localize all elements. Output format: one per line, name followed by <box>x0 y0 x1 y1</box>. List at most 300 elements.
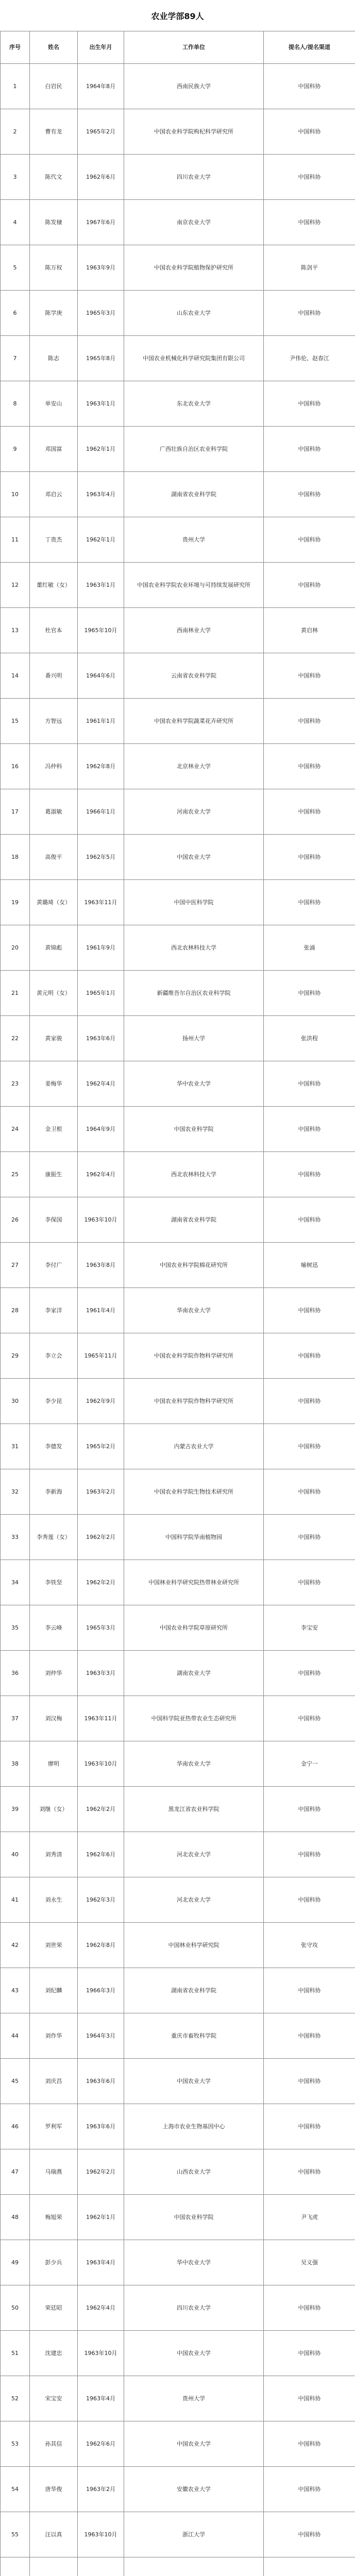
table-row <box>1 200 355 245</box>
cell-nominator: 尹飞虎 <box>264 2195 355 2240</box>
table-row <box>1 517 355 563</box>
cell-work-unit: 中国农业科学院农业环境与可持续发展研究所 <box>124 563 264 608</box>
cell-nominator: 喻树迅 <box>264 1243 355 1288</box>
cell-nominator: 中国科协 <box>264 2013 355 2059</box>
table-row <box>1 1605 355 1651</box>
cell-name: 黄元明（女） <box>30 971 78 1016</box>
cell-nominator: 黄启林 <box>264 608 355 653</box>
cell-name: 刘永生 <box>30 1877 78 1923</box>
cell-name: 李少昆 <box>30 1379 78 1424</box>
cell-birth-date: 1962年2月 <box>78 1560 124 1605</box>
cell-name: 罗利军 <box>30 2104 78 2149</box>
header-birth-date: 出生年月 <box>78 31 124 64</box>
cell-number: 47 <box>1 2149 30 2195</box>
cell-work-unit: 河北农业大学 <box>124 1832 264 1877</box>
cell-birth-date: 1965年1月 <box>78 971 124 1016</box>
table-row <box>1 1741 355 1787</box>
cell-name: 刘作华 <box>30 2013 78 2059</box>
cell-number: 31 <box>1 1424 30 1469</box>
cell-name: 汪以真 <box>30 2512 78 2557</box>
cell-birth-date: 1961年9月 <box>78 925 124 971</box>
cell-number: 29 <box>1 1333 30 1379</box>
table-row <box>1 472 355 517</box>
cell-nominator: 中国科协 <box>264 1197 355 1243</box>
cell-work-unit: 中国农业科学院 <box>124 1107 264 1152</box>
table-row <box>1 2512 355 2557</box>
cell-birth-date: 1964年9月 <box>78 1107 124 1152</box>
cell-birth-date: 1965年3月 <box>78 1605 124 1651</box>
cell-work-unit: 中国农业大学 <box>124 2331 264 2376</box>
cell-nominator: 尹伟伦、赵春江 <box>264 336 355 381</box>
table-row <box>1 1379 355 1424</box>
cell-nominator: 中国科协 <box>264 971 355 1016</box>
cell-name: 方智远 <box>30 699 78 744</box>
cell-name: 曹有龙 <box>30 109 78 155</box>
cell-birth-date: 1963年2月 <box>78 2467 124 2512</box>
table-row <box>1 2557 355 2576</box>
table-row <box>1 64 355 109</box>
header-name: 姓名 <box>30 31 78 64</box>
cell-work-unit: 中国林业科学研究院热带林业研究所 <box>124 1560 264 1605</box>
cell-nominator: 中国科协 <box>264 1107 355 1152</box>
cell-number: 32 <box>1 1469 30 1515</box>
cell-number <box>1 2557 30 2576</box>
cell-work-unit: 华南农业大学 <box>124 1288 264 1333</box>
table-row <box>1 1560 355 1605</box>
cell-name: 杜官本 <box>30 608 78 653</box>
table-row <box>1 109 355 155</box>
cell-name: 彭少兵 <box>30 2240 78 2285</box>
cell-number: 43 <box>1 1968 30 2013</box>
cell-name: 刘纪麟 <box>30 1968 78 2013</box>
cell-nominator: 中国科协 <box>264 789 355 835</box>
cell-nominator <box>264 2557 355 2576</box>
table-row <box>1 880 355 925</box>
cell-number: 3 <box>1 155 30 200</box>
cell-nominator: 中国科协 <box>264 1877 355 1923</box>
cell-birth-date: 1965年2月 <box>78 1424 124 1469</box>
cell-birth-date: 1962年3月 <box>78 1877 124 1923</box>
cell-nominator: 中国科协 <box>264 155 355 200</box>
cell-number: 35 <box>1 1605 30 1651</box>
cell-name: 唐华俊 <box>30 2467 78 2512</box>
cell-work-unit: 中国农业科学院植物保护研究所 <box>124 245 264 291</box>
table-header-row <box>1 31 355 64</box>
cell-nominator: 中国科协 <box>264 1288 355 1333</box>
cell-nominator: 金宁一 <box>264 1741 355 1787</box>
cell-name: 刘继（女） <box>30 1787 78 1832</box>
cell-name: 刘秀清 <box>30 1832 78 1877</box>
cell-birth-date: 1963年1月 <box>78 563 124 608</box>
cell-birth-date: 1962年1月 <box>78 517 124 563</box>
cell-name: 陈代文 <box>30 155 78 200</box>
cell-work-unit: 上海市农业生物基因中心 <box>124 2104 264 2149</box>
cell-name: 李付广 <box>30 1243 78 1288</box>
cell-birth-date: 1963年1月 <box>78 381 124 427</box>
cell-nominator: 中国科协 <box>264 200 355 245</box>
table-row <box>1 2195 355 2240</box>
header-work-unit: 工作单位 <box>124 31 264 64</box>
cell-number: 24 <box>1 1107 30 1152</box>
cell-number: 40 <box>1 1832 30 1877</box>
cell-nominator: 中国科协 <box>264 2512 355 2557</box>
cell-name: 李家洋 <box>30 1288 78 1333</box>
cell-birth-date: 1963年3月 <box>78 1651 124 1696</box>
cell-work-unit: 北京林业大学 <box>124 744 264 789</box>
table-row <box>1 1832 355 1877</box>
cell-number: 45 <box>1 2059 30 2104</box>
cell-work-unit: 中国农业大学 <box>124 2059 264 2104</box>
table-row <box>1 1424 355 1469</box>
table-row <box>1 744 355 789</box>
cell-nominator: 中国科协 <box>264 1424 355 1469</box>
cell-birth-date: 1962年6月 <box>78 155 124 200</box>
cell-name: 荣廷昭 <box>30 2285 78 2331</box>
cell-birth-date: 1963年10月 <box>78 2331 124 2376</box>
cell-birth-date: 1963年4月 <box>78 2376 124 2421</box>
cell-birth-date: 1962年4月 <box>78 2285 124 2331</box>
cell-number: 2 <box>1 109 30 155</box>
cell-work-unit: 山西农业大学 <box>124 2149 264 2195</box>
cell-nominator: 中国科协 <box>264 1061 355 1107</box>
cell-work-unit: 贵州大学 <box>124 517 264 563</box>
cell-number: 26 <box>1 1197 30 1243</box>
cell-name: 李立会 <box>30 1333 78 1379</box>
cell-work-unit: 安徽农业大学 <box>124 2467 264 2512</box>
cell-nominator: 中国科协 <box>264 1968 355 2013</box>
cell-name: 邓国富 <box>30 427 78 472</box>
cell-name: 陈发棣 <box>30 200 78 245</box>
table-row <box>1 1288 355 1333</box>
cell-number: 18 <box>1 835 30 880</box>
table-row <box>1 2376 355 2421</box>
cell-name: 康振生 <box>30 1152 78 1197</box>
cell-work-unit: 浙江大学 <box>124 2512 264 2557</box>
table-row <box>1 1197 355 1243</box>
cell-work-unit: 华南农业大学 <box>124 1741 264 1787</box>
cell-number: 25 <box>1 1152 30 1197</box>
table-row <box>1 699 355 744</box>
cell-birth-date: 1963年11月 <box>78 880 124 925</box>
cell-nominator: 中国科协 <box>264 1333 355 1379</box>
cell-number: 46 <box>1 2104 30 2149</box>
cell-birth-date: 1963年6月 <box>78 1016 124 1061</box>
cell-name: 陈学庚 <box>30 291 78 336</box>
cell-work-unit: 扬州大学 <box>124 1016 264 1061</box>
cell-work-unit: 河南农业大学 <box>124 789 264 835</box>
cell-nominator: 中国科协 <box>264 835 355 880</box>
cell-work-unit: 中国农业科学院生物技术研究所 <box>124 1469 264 1515</box>
cell-work-unit: 新疆维吾尔自治区农业科学院 <box>124 971 264 1016</box>
cell-birth-date: 1967年6月 <box>78 200 124 245</box>
cell-number: 42 <box>1 1923 30 1968</box>
cell-number: 41 <box>1 1877 30 1923</box>
cell-name: 陈志 <box>30 336 78 381</box>
cell-name: 姜梅华 <box>30 1061 78 1107</box>
cell-number: 38 <box>1 1741 30 1787</box>
cell-nominator: 中国科协 <box>264 563 355 608</box>
cell-name: 葛淑敏 <box>30 789 78 835</box>
table-row <box>1 1515 355 1560</box>
cell-work-unit: 中国农业科学院草原研究所 <box>124 1605 264 1651</box>
cell-number: 23 <box>1 1061 30 1107</box>
table-row <box>1 1469 355 1515</box>
cell-name: 刘仲华 <box>30 1651 78 1696</box>
cell-nominator: 张洪程 <box>264 1016 355 1061</box>
cell-work-unit: 西南林业大学 <box>124 608 264 653</box>
cell-name: 丁贵杰 <box>30 517 78 563</box>
cell-birth-date: 1964年8月 <box>78 64 124 109</box>
cell-number: 49 <box>1 2240 30 2285</box>
cell-name: 黄璐琦（女） <box>30 880 78 925</box>
cell-nominator: 中国科协 <box>264 653 355 699</box>
cell-number: 4 <box>1 200 30 245</box>
cell-number: 8 <box>1 381 30 427</box>
cell-name: 单安山 <box>30 381 78 427</box>
cell-birth-date: 1963年4月 <box>78 2240 124 2285</box>
cell-work-unit: 西南民族大学 <box>124 64 264 109</box>
cell-number: 11 <box>1 517 30 563</box>
cell-name: 李保国 <box>30 1197 78 1243</box>
cell-birth-date: 1962年6月 <box>78 1832 124 1877</box>
cell-number: 36 <box>1 1651 30 1696</box>
cell-name: 冯仲科 <box>30 744 78 789</box>
cell-birth-date: 1965年3月 <box>78 291 124 336</box>
cell-nominator: 中国科协 <box>264 64 355 109</box>
table-row <box>1 1016 355 1061</box>
cell-nominator: 中国科协 <box>264 744 355 789</box>
table-row <box>1 1152 355 1197</box>
table-row <box>1 427 355 472</box>
table-row <box>1 925 355 971</box>
cell-work-unit: 广西壮族自治区农业科学院 <box>124 427 264 472</box>
cell-work-unit: 黑龙江省农业科学院 <box>124 1787 264 1832</box>
cell-nominator: 中国科协 <box>264 2059 355 2104</box>
cell-nominator: 中国科协 <box>264 1515 355 1560</box>
cell-nominator: 吴义强 <box>264 2240 355 2285</box>
cell-nominator: 中国科协 <box>264 2467 355 2512</box>
cell-work-unit: 东北农业大学 <box>124 381 264 427</box>
cell-birth-date: 1964年6月 <box>78 653 124 699</box>
header-nominator: 提名人/提名渠道 <box>264 31 355 64</box>
table-row <box>1 381 355 427</box>
cell-name: 李德发 <box>30 1424 78 1469</box>
cell-nominator: 中国科协 <box>264 1560 355 1605</box>
cell-number: 27 <box>1 1243 30 1288</box>
cell-name: 刘汉梅 <box>30 1696 78 1741</box>
cell-birth-date: 1962年1月 <box>78 427 124 472</box>
cell-nominator: 中国科协 <box>264 2376 355 2421</box>
cell-nominator: 李宝安 <box>264 1605 355 1651</box>
cell-birth-date: 1963年4月 <box>78 472 124 517</box>
cell-nominator: 中国科协 <box>264 1379 355 1424</box>
cell-name: 李铁坚 <box>30 1560 78 1605</box>
cell-name: 白岩民 <box>30 64 78 109</box>
cell-birth-date: 1962年4月 <box>78 1152 124 1197</box>
cell-number: 7 <box>1 336 30 381</box>
cell-birth-date: 1966年3月 <box>78 1968 124 2013</box>
table-row <box>1 789 355 835</box>
cell-nominator: 中国科协 <box>264 1832 355 1877</box>
cell-number: 1 <box>1 64 30 109</box>
cell-number: 50 <box>1 2285 30 2331</box>
cell-work-unit: 中国农业大学 <box>124 835 264 880</box>
cell-number: 21 <box>1 971 30 1016</box>
table-row <box>1 1696 355 1741</box>
cell-work-unit: 湖南省农业科学院 <box>124 1968 264 2013</box>
cell-nominator: 中国科协 <box>264 2104 355 2149</box>
cell-work-unit: 西北农林科技大学 <box>124 925 264 971</box>
cell-name: 马瑞燕 <box>30 2149 78 2195</box>
cell-work-unit: 中国农业科学院作物科学研究所 <box>124 1379 264 1424</box>
table-row <box>1 1787 355 1832</box>
table-row <box>1 2013 355 2059</box>
cell-work-unit <box>124 2557 264 2576</box>
cell-work-unit: 重庆市畜牧科学院 <box>124 2013 264 2059</box>
cell-nominator: 陈剑平 <box>264 245 355 291</box>
cell-work-unit: 中国农业科学院 <box>124 2195 264 2240</box>
cell-birth-date: 1962年6月 <box>78 2421 124 2467</box>
cell-nominator: 中国科协 <box>264 427 355 472</box>
cell-birth-date: 1965年10月 <box>78 608 124 653</box>
table-row <box>1 1243 355 1288</box>
member-table <box>0 31 355 2576</box>
cell-nominator: 中国科协 <box>264 1696 355 1741</box>
cell-number: 17 <box>1 789 30 835</box>
table-row <box>1 2059 355 2104</box>
table-row <box>1 336 355 381</box>
cell-birth-date: 1962年8月 <box>78 1923 124 1968</box>
cell-birth-date: 1966年1月 <box>78 789 124 835</box>
cell-name: 李秀莲（女） <box>30 1515 78 1560</box>
cell-name <box>30 2557 78 2576</box>
cell-work-unit: 中国科学院亚热带农业生态研究所 <box>124 1696 264 1741</box>
cell-work-unit: 中国农业科学院蔬菜花卉研究所 <box>124 699 264 744</box>
cell-name: 金卫根 <box>30 1107 78 1152</box>
cell-name: 梅旭荣 <box>30 2195 78 2240</box>
cell-birth-date: 1962年4月 <box>78 1061 124 1107</box>
cell-name: 番兴明 <box>30 653 78 699</box>
cell-birth-date: 1962年2月 <box>78 2149 124 2195</box>
table-row <box>1 2467 355 2512</box>
cell-name: 邓启云 <box>30 472 78 517</box>
cell-nominator: 中国科协 <box>264 880 355 925</box>
cell-birth-date: 1964年3月 <box>78 2013 124 2059</box>
document-title: 农业学部89人 <box>151 11 204 21</box>
table-row <box>1 653 355 699</box>
cell-number: 9 <box>1 427 30 472</box>
cell-number: 16 <box>1 744 30 789</box>
cell-name: 陈万权 <box>30 245 78 291</box>
cell-number: 13 <box>1 608 30 653</box>
cell-number: 55 <box>1 2512 30 2557</box>
cell-work-unit: 中国科学院华南植物园 <box>124 1515 264 1560</box>
cell-birth-date: 1962年2月 <box>78 1787 124 1832</box>
table-row <box>1 563 355 608</box>
cell-nominator: 中国科协 <box>264 2421 355 2467</box>
cell-number: 15 <box>1 699 30 744</box>
cell-birth-date <box>78 2557 124 2576</box>
cell-name: 李新海 <box>30 1469 78 1515</box>
table-row <box>1 1968 355 2013</box>
table-row <box>1 2240 355 2285</box>
cell-number: 22 <box>1 1016 30 1061</box>
cell-name: 李云峰 <box>30 1605 78 1651</box>
cell-work-unit: 中国中医科学院 <box>124 880 264 925</box>
cell-number: 54 <box>1 2467 30 2512</box>
cell-name: 沈建忠 <box>30 2331 78 2376</box>
cell-nominator: 中国科协 <box>264 699 355 744</box>
cell-work-unit: 中国农业大学 <box>124 2421 264 2467</box>
cell-work-unit: 山东农业大学 <box>124 291 264 336</box>
cell-nominator: 中国科协 <box>264 109 355 155</box>
cell-number: 53 <box>1 2421 30 2467</box>
table-row <box>1 835 355 880</box>
cell-number: 12 <box>1 563 30 608</box>
cell-nominator: 中国科协 <box>264 381 355 427</box>
table-row <box>1 1333 355 1379</box>
cell-number: 19 <box>1 880 30 925</box>
table-row <box>1 1061 355 1107</box>
cell-number: 48 <box>1 2195 30 2240</box>
cell-work-unit: 湖南省农业科学院 <box>124 1197 264 1243</box>
cell-name: 黄锦彪 <box>30 925 78 971</box>
cell-name: 刘庆昌 <box>30 2059 78 2104</box>
cell-work-unit: 云南省农业科学院 <box>124 653 264 699</box>
cell-birth-date: 1962年8月 <box>78 744 124 789</box>
cell-nominator: 中国科协 <box>264 1787 355 1832</box>
cell-name: 刘世荣 <box>30 1923 78 1968</box>
cell-name: 黄家骏 <box>30 1016 78 1061</box>
cell-work-unit: 湖南农业大学 <box>124 1651 264 1696</box>
cell-work-unit: 中国农业科学院作物科学研究所 <box>124 1333 264 1379</box>
cell-birth-date: 1963年6月 <box>78 2104 124 2149</box>
cell-birth-date: 1962年9月 <box>78 1379 124 1424</box>
cell-work-unit: 中国农业科学院棉花研究所 <box>124 1243 264 1288</box>
cell-name: 宋宝安 <box>30 2376 78 2421</box>
cell-number: 52 <box>1 2376 30 2421</box>
cell-nominator: 张涌 <box>264 925 355 971</box>
cell-work-unit: 河北农业大学 <box>124 1877 264 1923</box>
table-row <box>1 291 355 336</box>
table-row <box>1 155 355 200</box>
cell-number: 20 <box>1 925 30 971</box>
cell-nominator: 中国科协 <box>264 517 355 563</box>
cell-work-unit: 中国农业机械化科学研究院集团有限公司 <box>124 336 264 381</box>
table-row <box>1 2104 355 2149</box>
cell-number: 5 <box>1 245 30 291</box>
cell-number: 28 <box>1 1288 30 1333</box>
table-row <box>1 1107 355 1152</box>
cell-birth-date: 1962年5月 <box>78 835 124 880</box>
table-row <box>1 971 355 1016</box>
cell-work-unit: 南京农业大学 <box>124 200 264 245</box>
cell-nominator: 中国科协 <box>264 2331 355 2376</box>
cell-name: 廖明 <box>30 1741 78 1787</box>
table-row <box>1 245 355 291</box>
cell-birth-date: 1965年2月 <box>78 109 124 155</box>
cell-work-unit: 中国林业科学研究院 <box>124 1923 264 1968</box>
cell-number: 39 <box>1 1787 30 1832</box>
cell-number: 37 <box>1 1696 30 1741</box>
table-row <box>1 2331 355 2376</box>
table-row <box>1 608 355 653</box>
table-row <box>1 2149 355 2195</box>
table-row <box>1 2421 355 2467</box>
cell-number: 34 <box>1 1560 30 1605</box>
cell-work-unit: 华中农业大学 <box>124 2240 264 2285</box>
cell-birth-date: 1963年6月 <box>78 2059 124 2104</box>
